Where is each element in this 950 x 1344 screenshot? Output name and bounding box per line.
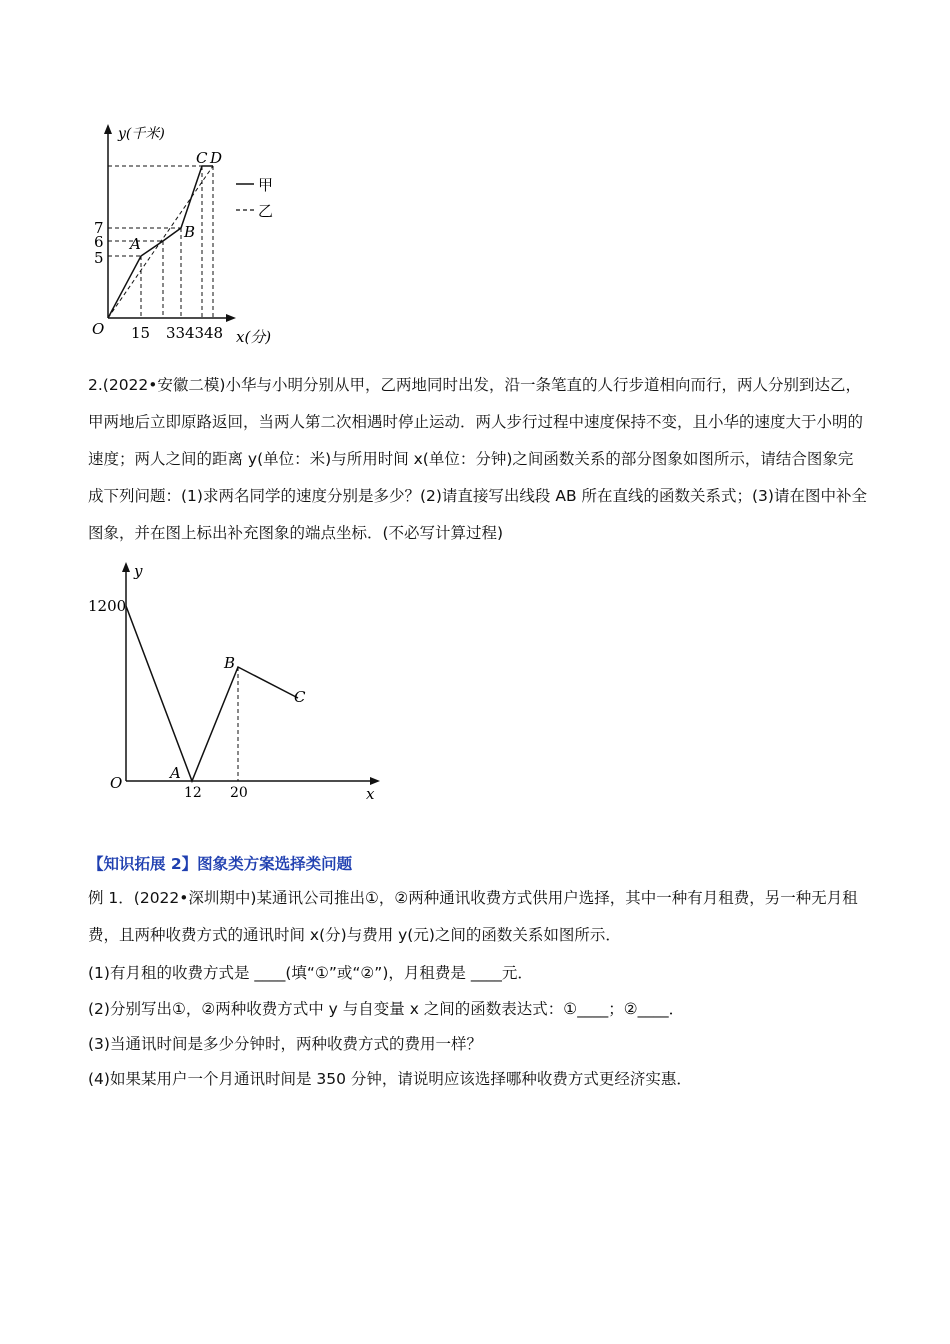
fig1-origin: O bbox=[92, 320, 105, 338]
fig1-y-label: y(千米) bbox=[118, 126, 165, 142]
fig1-y-arrow bbox=[104, 124, 112, 134]
example-1-question-1: (1)有月租的收费方式是 ____(填“①”或“②”)，月租费是 ____元． bbox=[88, 964, 533, 982]
legend-jia-label: 甲 bbox=[258, 176, 274, 194]
example-1-question-3: (3)当通讯时间是多少分钟时，两种收费方式的费用一样？ bbox=[88, 1035, 482, 1053]
figure-2-distance-graph bbox=[88, 556, 398, 806]
fig2-x-tick-20: 20 bbox=[230, 785, 248, 801]
legend-yi-label: 乙 bbox=[258, 202, 274, 220]
figure-1-distance-graph bbox=[88, 118, 308, 350]
fig2-y-label: y bbox=[134, 562, 143, 580]
fig1-x-tick-43: 43 bbox=[185, 324, 205, 342]
fig2-point-c: C bbox=[294, 688, 306, 706]
fig1-x-arrow bbox=[226, 314, 236, 322]
fig1-y-tick-6: 6 bbox=[94, 233, 104, 251]
fig1-point-b: B bbox=[184, 223, 196, 241]
fig1-x-label: x(分) bbox=[236, 328, 272, 346]
fig1-x-tick-33: 33 bbox=[166, 324, 186, 342]
fig1-point-a: A bbox=[130, 235, 141, 253]
example-1-question-2: (2)分别写出①，②两种收费方式中 y 与自变量 x 之间的函数表达式：①____；②____． bbox=[88, 1000, 685, 1018]
section-heading: 【知识拓展 2】图象类方案选择类问题 bbox=[88, 855, 353, 873]
fig2-x-arrow bbox=[370, 777, 380, 785]
fig2-x-label: x bbox=[366, 785, 375, 803]
fig1-x-tick-48: 48 bbox=[204, 324, 224, 342]
fig2-y-tick-1200: 1200 bbox=[88, 597, 127, 615]
fig2-point-a: A bbox=[170, 764, 181, 782]
fig1-point-c: C bbox=[196, 149, 208, 167]
fig1-y-tick-5: 5 bbox=[94, 249, 104, 267]
fig1-point-d: D bbox=[210, 149, 223, 167]
fig2-x-tick-12: 12 bbox=[184, 785, 202, 801]
fig2-distance-line bbox=[126, 606, 298, 781]
fig2-y-arrow bbox=[122, 562, 130, 572]
problem-2-text: 2.(2022•安徽二模)小华与小明分别从甲，乙两地同时出发，沿一条笔直的人行步道相向而行，两人分别到达乙，甲两地后立即原路返回，当两人第二次相遇时停止运动．两人步行过程中速度保持不变，且小华的速度大于小明的速度；两人之间的距离 y(单位：米)与所用时间 x(单位：分钟)之间函数关系的部分图象如图所示，请结合图象完成下列问题：(1)求两名同学的速度分别是多少？(2)请直接写出线段 AB 所在直线的函数关系式；(3)请在图中补全图象，并在图上标出补充图象的端点坐标．(不必写计算过程) bbox=[88, 376, 867, 542]
fig1-y-tick-7: 7 bbox=[94, 219, 104, 237]
fig1-x-tick-15: 15 bbox=[131, 324, 151, 342]
example-1-intro: 例 1．(2022•深圳期中)某通讯公司推出①，②两种通讯收费方式供用户选择，其中一种有月租费，另一种无月租费，且两种收费方式的通讯时间 x(分)与费用 y(元)之间的函数关系如图所示． bbox=[88, 889, 858, 944]
fig2-point-b: B bbox=[224, 654, 236, 672]
example-1-question-4: (4)如果某用户一个月通讯时间是 350 分钟，请说明应该选择哪种收费方式更经济实惠． bbox=[88, 1070, 692, 1088]
fig2-origin: O bbox=[110, 774, 123, 792]
